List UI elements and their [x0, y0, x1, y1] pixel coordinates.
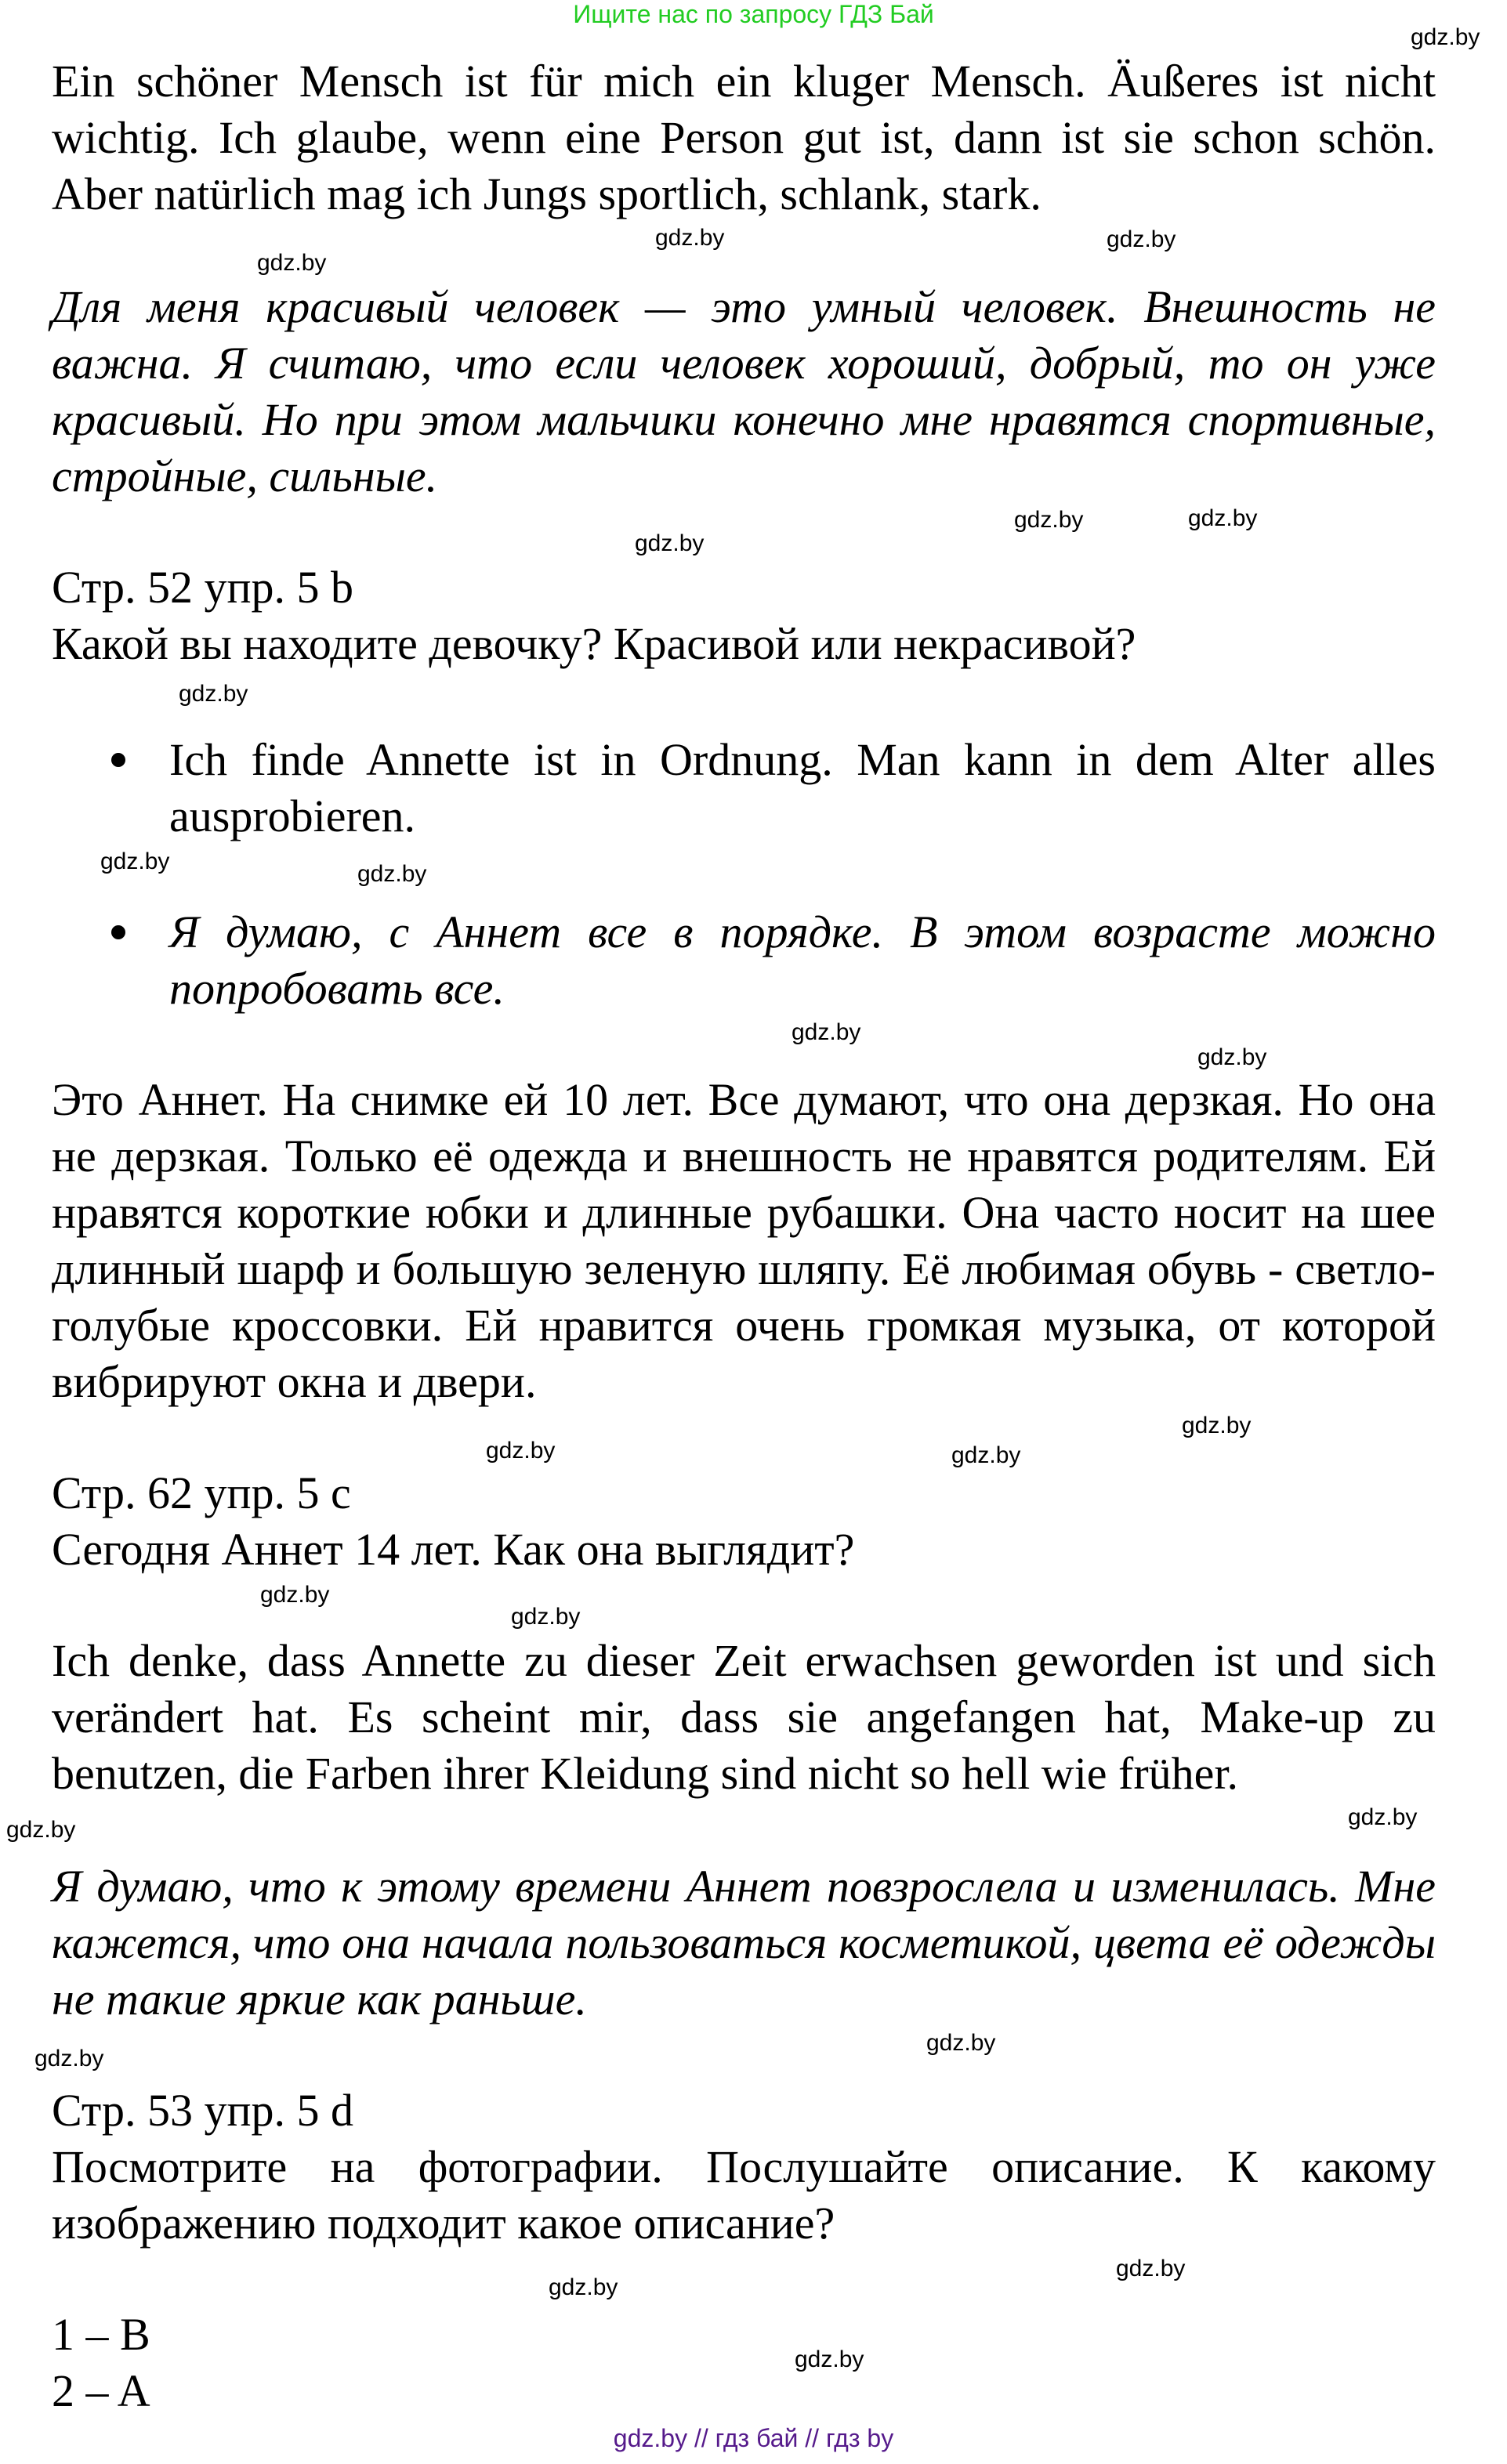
watermark-text: gdz.by	[179, 681, 248, 707]
search-hint-header: Ищите нас по запросу ГДЗ Бай	[573, 0, 934, 28]
annet-description	[52, 1072, 1436, 1410]
watermark-text: gdz.by	[1107, 226, 1176, 252]
german-answer-2	[52, 1633, 1436, 1802]
exercise-title: Стр. 52 упр. 5 b	[52, 562, 354, 613]
watermark-text: gdz.by	[792, 1019, 861, 1045]
bullet-icon	[111, 925, 125, 939]
answer-item: 2 – A	[52, 2365, 150, 2416]
watermark-text: gdz.by	[1116, 2256, 1186, 2281]
watermark-text: gdz.by	[549, 2274, 618, 2300]
watermark-text: gdz.by	[6, 1817, 76, 1843]
paragraph: Для меня красивый человек — это умный человек. Внешность не важна. Я считаю, что если человек хороший, добрый, то он уже красивый. Но при этом мальчики конечно мне нравятся спортивные, стройные, сильные.	[52, 281, 1436, 501]
watermark-text: gdz.by	[1188, 505, 1258, 531]
watermark-text: gdz.by	[511, 1604, 581, 1630]
answers	[52, 2307, 1436, 2419]
watermark-text: gdz.by	[486, 1438, 556, 1464]
watermark-text: gdz.by	[951, 1442, 1021, 1468]
watermark-text: gdz.by	[635, 530, 705, 556]
watermark-text: gdz.by	[1014, 507, 1084, 533]
russian-translation-2	[52, 1858, 1436, 2028]
watermark-text: gdz.by	[926, 2030, 996, 2056]
watermark-text: gdz.by	[357, 861, 427, 887]
bullet-icon	[111, 753, 125, 767]
paragraph: Ich denke, dass Annette zu dieser Zeit erwachsen geworden ist und sich verändert hat. Es scheint mir, dass sie angefangen hat, Make-up zu benutzen, die Farben ihrer Kleidung sind nicht so hell wie früher.	[52, 1635, 1436, 1799]
watermark-text: gdz.by	[34, 2046, 104, 2071]
paragraph: Ein schöner Mensch ist für mich ein kluger Mensch. Äußeres ist nicht wichtig. Ich glaube, wenn eine Person gut ist, dann ist sie schon schön. Aber natürlich mag ich Jungs sportlich, schlank, stark.	[52, 56, 1436, 219]
watermark-text: gdz.by	[1197, 1044, 1267, 1070]
exercise-62-5c	[52, 1465, 1436, 1578]
watermark-text: gdz.by	[1411, 24, 1480, 50]
paragraph: Это Аннет. На снимке ей 10 лет. Все думают, что она дерзкая. Но она не дерзкая. Только её одежда и внешность не нравятся родителям. Ей нравятся короткие юбки и длинные рубашки. Она часто носит на шее длинный шарф и большую зеленую шляпу. Её любимая обувь - светло-голубые кроссовки. Ей нравится очень громкая музыка, от которой вибрируют окна и двери.	[52, 1074, 1436, 1407]
exercise-question: Посмотрите на фотографии. Послушайте описание. К какому изображению подходит какое описание?	[52, 2141, 1436, 2249]
exercise-53-5d	[52, 2082, 1436, 2252]
watermark-text: gdz.by	[257, 250, 327, 276]
footer-links[interactable]: gdz.by // гдз бай // гдз by	[613, 2424, 894, 2452]
watermark-text: gdz.by	[795, 2346, 864, 2372]
watermark-text: gdz.by	[1182, 1413, 1252, 1438]
bullet-item-russian: Я думаю, с Аннет все в порядке. В этом возрасте можно попробовать все.	[169, 906, 1436, 1014]
watermark-text: gdz.by	[100, 848, 170, 874]
answer-item: 1 – B	[52, 2309, 150, 2360]
exercise-question: Какой вы находите девочку? Красивой или некрасивой?	[52, 618, 1136, 669]
german-answer-1	[52, 53, 1436, 223]
paragraph: Я думаю, что к этому времени Аннет повзрослела и изменилась. Мне кажется, что она начала пользоваться косметикой, цвета её одежды не такие яркие как раньше.	[52, 1861, 1436, 2024]
watermark-text: gdz.by	[1348, 1804, 1418, 1830]
watermark-text: gdz.by	[655, 225, 725, 251]
watermark-text: gdz.by	[260, 1582, 330, 1608]
exercise-52-5b	[52, 559, 1436, 672]
exercise-title: Стр. 53 упр. 5 d	[52, 2085, 354, 2136]
russian-translation-1	[52, 279, 1436, 505]
exercise-question: Сегодня Аннет 14 лет. Как она выглядит?	[52, 1524, 855, 1575]
bullet-item-german: Ich finde Annette ist in Ordnung. Man kann in dem Alter alles ausprobieren.	[169, 734, 1436, 841]
exercise-title: Стр. 62 упр. 5 c	[52, 1467, 351, 1518]
